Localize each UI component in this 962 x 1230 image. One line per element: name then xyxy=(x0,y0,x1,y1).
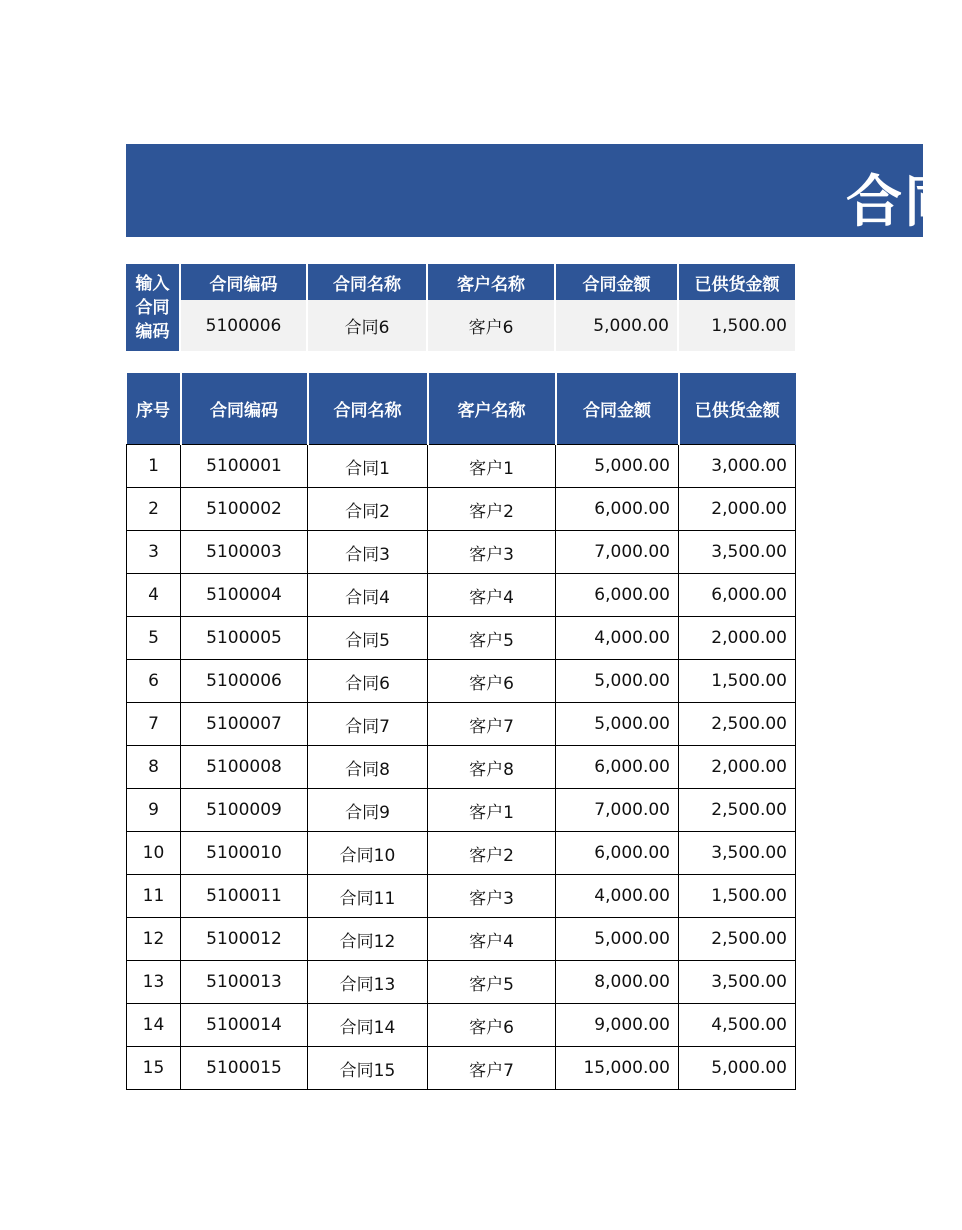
table-cell: 合同14 xyxy=(308,1004,428,1047)
table-cell: 5100007 xyxy=(181,703,308,746)
table-cell: 1,500.00 xyxy=(679,875,796,918)
lookup-header-cell: 合同名称 xyxy=(307,264,427,300)
table-cell: 5100008 xyxy=(181,746,308,789)
table-cell: 7 xyxy=(127,703,181,746)
table-cell: 9 xyxy=(127,789,181,832)
table-cell: 5100013 xyxy=(181,961,308,1004)
table-cell: 5 xyxy=(127,617,181,660)
table-row xyxy=(127,1004,796,1047)
table-cell: 客户5 xyxy=(428,617,556,660)
table-cell: 5100001 xyxy=(181,445,308,488)
table-cell: 2,500.00 xyxy=(679,918,796,961)
table-cell: 5,000.00 xyxy=(556,918,679,961)
lookup-header-cell: 合同编码 xyxy=(180,264,307,300)
table-cell: 5100003 xyxy=(181,531,308,574)
table-cell: 客户6 xyxy=(428,1004,556,1047)
table-cell: 4 xyxy=(127,574,181,617)
table-cell: 5100004 xyxy=(181,574,308,617)
table-cell: 客户4 xyxy=(428,918,556,961)
table-cell: 6,000.00 xyxy=(556,746,679,789)
title-banner xyxy=(126,144,962,237)
table-cell: 9,000.00 xyxy=(556,1004,679,1047)
table-row xyxy=(127,531,796,574)
table-row xyxy=(127,918,796,961)
table-cell: 1,500.00 xyxy=(679,660,796,703)
table-cell: 15 xyxy=(127,1047,181,1090)
table-cell: 5,000.00 xyxy=(556,660,679,703)
lookup-header-cell: 已供货金额 xyxy=(678,264,795,300)
table-cell: 3 xyxy=(127,531,181,574)
lookup-value-cell: 客户6 xyxy=(427,300,555,351)
lookup-value-row xyxy=(126,300,795,351)
table-cell: 6 xyxy=(127,660,181,703)
table-cell: 13 xyxy=(127,961,181,1004)
table-row xyxy=(127,746,796,789)
table-cell: 5,000.00 xyxy=(679,1047,796,1090)
column-header: 合同名称 xyxy=(308,373,428,445)
column-header: 合同编码 xyxy=(181,373,308,445)
table-cell: 客户1 xyxy=(428,445,556,488)
table-cell: 15,000.00 xyxy=(556,1047,679,1090)
table-cell: 5100010 xyxy=(181,832,308,875)
table-cell: 11 xyxy=(127,875,181,918)
column-header: 已供货金额 xyxy=(679,373,796,445)
column-header: 序号 xyxy=(127,373,181,445)
table-cell: 合同13 xyxy=(308,961,428,1004)
lookup-value-cell: 1,500.00 xyxy=(678,300,795,351)
table-cell: 5100011 xyxy=(181,875,308,918)
table-cell: 合同5 xyxy=(308,617,428,660)
table-row xyxy=(127,703,796,746)
contract-table xyxy=(126,373,796,1090)
table-cell: 6,000.00 xyxy=(556,488,679,531)
table-cell: 5100015 xyxy=(181,1047,308,1090)
table-cell: 8 xyxy=(127,746,181,789)
table-cell: 2,000.00 xyxy=(679,746,796,789)
table-cell: 3,500.00 xyxy=(679,961,796,1004)
lookup-header-row xyxy=(126,264,795,300)
table-row xyxy=(127,488,796,531)
table-row xyxy=(127,1047,796,1090)
lookup-header-cell: 合同金额 xyxy=(555,264,678,300)
table-cell: 5100006 xyxy=(181,660,308,703)
table-cell: 7,000.00 xyxy=(556,531,679,574)
table-cell: 4,000.00 xyxy=(556,875,679,918)
table-cell: 5100014 xyxy=(181,1004,308,1047)
table-cell: 合同9 xyxy=(308,789,428,832)
table-cell: 6,000.00 xyxy=(556,832,679,875)
table-cell: 合同7 xyxy=(308,703,428,746)
table-cell: 客户4 xyxy=(428,574,556,617)
table-cell: 4,000.00 xyxy=(556,617,679,660)
table-header-row xyxy=(127,373,796,445)
table-cell: 合同8 xyxy=(308,746,428,789)
lookup-value-cell: 5,000.00 xyxy=(555,300,678,351)
table-cell: 2,500.00 xyxy=(679,703,796,746)
column-header: 合同金额 xyxy=(556,373,679,445)
table-cell: 合同1 xyxy=(308,445,428,488)
table-cell: 合同10 xyxy=(308,832,428,875)
table-row xyxy=(127,832,796,875)
table-cell: 客户3 xyxy=(428,875,556,918)
table-cell: 合同6 xyxy=(308,660,428,703)
table-cell: 客户2 xyxy=(428,488,556,531)
table-cell: 10 xyxy=(127,832,181,875)
table-cell: 6,000.00 xyxy=(679,574,796,617)
table-cell: 2,500.00 xyxy=(679,789,796,832)
table-cell: 14 xyxy=(127,1004,181,1047)
table-cell: 3,500.00 xyxy=(679,832,796,875)
lookup-value-cell: 合同6 xyxy=(307,300,427,351)
table-cell: 5100009 xyxy=(181,789,308,832)
table-cell: 5100005 xyxy=(181,617,308,660)
table-cell: 3,500.00 xyxy=(679,531,796,574)
table-row xyxy=(127,574,796,617)
table-cell: 3,000.00 xyxy=(679,445,796,488)
table-cell: 客户8 xyxy=(428,746,556,789)
table-row xyxy=(127,961,796,1004)
column-header: 客户名称 xyxy=(428,373,556,445)
table-cell: 合同4 xyxy=(308,574,428,617)
table-cell: 合同11 xyxy=(308,875,428,918)
table-cell: 2,000.00 xyxy=(679,488,796,531)
table-cell: 合同15 xyxy=(308,1047,428,1090)
banner-title: 合同 xyxy=(846,170,962,235)
table-cell: 客户1 xyxy=(428,789,556,832)
table-cell: 客户5 xyxy=(428,961,556,1004)
table-cell: 客户7 xyxy=(428,1047,556,1090)
table-cell: 2,000.00 xyxy=(679,617,796,660)
table-cell: 8,000.00 xyxy=(556,961,679,1004)
contract-code-input[interactable]: 5100006 xyxy=(180,300,307,351)
table-cell: 5100002 xyxy=(181,488,308,531)
table-cell: 合同3 xyxy=(308,531,428,574)
table-cell: 客户2 xyxy=(428,832,556,875)
table-cell: 4,500.00 xyxy=(679,1004,796,1047)
table-cell: 1 xyxy=(127,445,181,488)
table-row xyxy=(127,789,796,832)
lookup-header-cell: 客户名称 xyxy=(427,264,555,300)
table-cell: 5100012 xyxy=(181,918,308,961)
lookup-label: 输入合同编码 xyxy=(126,264,180,351)
table-row xyxy=(127,617,796,660)
table-row xyxy=(127,660,796,703)
table-cell: 7,000.00 xyxy=(556,789,679,832)
table-cell: 合同12 xyxy=(308,918,428,961)
table-row xyxy=(127,445,796,488)
table-cell: 5,000.00 xyxy=(556,445,679,488)
table-cell: 5,000.00 xyxy=(556,703,679,746)
table-cell: 合同2 xyxy=(308,488,428,531)
table-row xyxy=(127,875,796,918)
table-cell: 2 xyxy=(127,488,181,531)
table-cell: 客户7 xyxy=(428,703,556,746)
lookup-panel xyxy=(126,264,795,351)
table-cell: 客户6 xyxy=(428,660,556,703)
table-cell: 12 xyxy=(127,918,181,961)
table-body xyxy=(127,445,796,1090)
table-cell: 6,000.00 xyxy=(556,574,679,617)
table-cell: 客户3 xyxy=(428,531,556,574)
banner-title-clip xyxy=(126,144,962,237)
